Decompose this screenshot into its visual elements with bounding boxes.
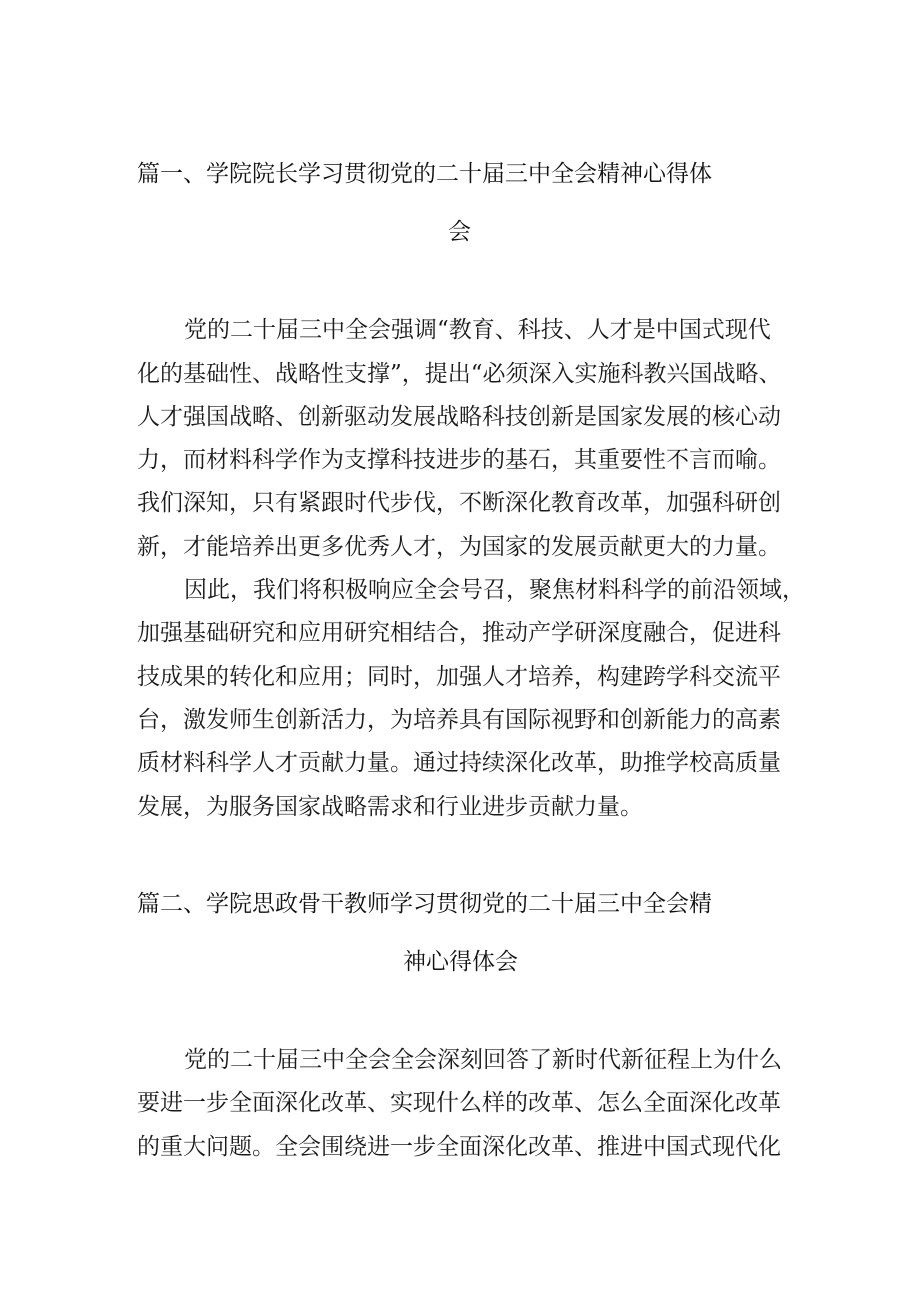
section-2-paragraph-1-line-1: 党的二十届三中全会全会深刻回答了新时代新征程上为什么 (184, 1047, 782, 1073)
section-1-paragraph-2-line-1: 因此，我们将积极响应全会号召，聚焦材料科学的前沿领域， (184, 577, 805, 603)
section-2-paragraph-1-line-3: 的重大问题。全会围绕进一步全面深化改革、推进中国式现代化 (137, 1134, 781, 1160)
section-1-paragraph-1-line-1: 党的二十届三中全会强调“教育、科技、人才是中国式现代 (184, 317, 771, 343)
section-2-title-line-1: 篇二、学院思政骨干教师学习贯彻党的二十届三中全会精 (137, 891, 712, 917)
section-1-paragraph-2-line-4: 台，激发师生创新活力，为培养具有国际视野和创新能力的高素 (137, 707, 781, 733)
section-1-paragraph-2-line-3: 技成果的转化和应用；同时，加强人才培养，构建跨学科交流平 (137, 664, 781, 690)
section-2-paragraph-1-line-2: 要进一步全面深化改革、实现什么样的改革、怎么全面深化改革 (137, 1090, 781, 1116)
section-1-paragraph-1-line-4: 力，而材料科学作为支撑科技进步的基石，其重要性不言而喻。 (137, 447, 781, 473)
section-2-title-line-2: 神心得体会 (403, 949, 518, 975)
section-1-paragraph-1-line-3: 人才强国战略、创新驱动发展战略科技创新是国家发展的核心动 (137, 404, 781, 430)
section-1-paragraph-1-line-6: 新，才能培养出更多优秀人才，为国家的发展贡献更大的力量。 (137, 534, 781, 560)
section-1-paragraph-1-line-2: 化的基础性、战略性支撑”，提出“必须深入实施科教兴国战略、 (137, 361, 782, 387)
section-1-paragraph-2-line-2: 加强基础研究和应用研究相结合，推动产学研深度融合，促进科 (137, 620, 781, 646)
section-1-title-line-2: 会 (448, 219, 471, 245)
section-1-paragraph-2-line-5: 质材料科学人才贡献力量。通过持续深化改革，助推学校高质量 (137, 750, 781, 776)
section-1-paragraph-1-line-5: 我们深知，只有紧跟时代步伐，不断深化教育改革，加强科研创 (137, 490, 781, 516)
section-1-paragraph-2-line-6: 发展，为服务国家战略需求和行业进步贡献力量。 (137, 794, 643, 820)
section-1-title-line-1: 篇一、学院院长学习贯彻党的二十届三中全会精神心得体 (137, 161, 712, 187)
